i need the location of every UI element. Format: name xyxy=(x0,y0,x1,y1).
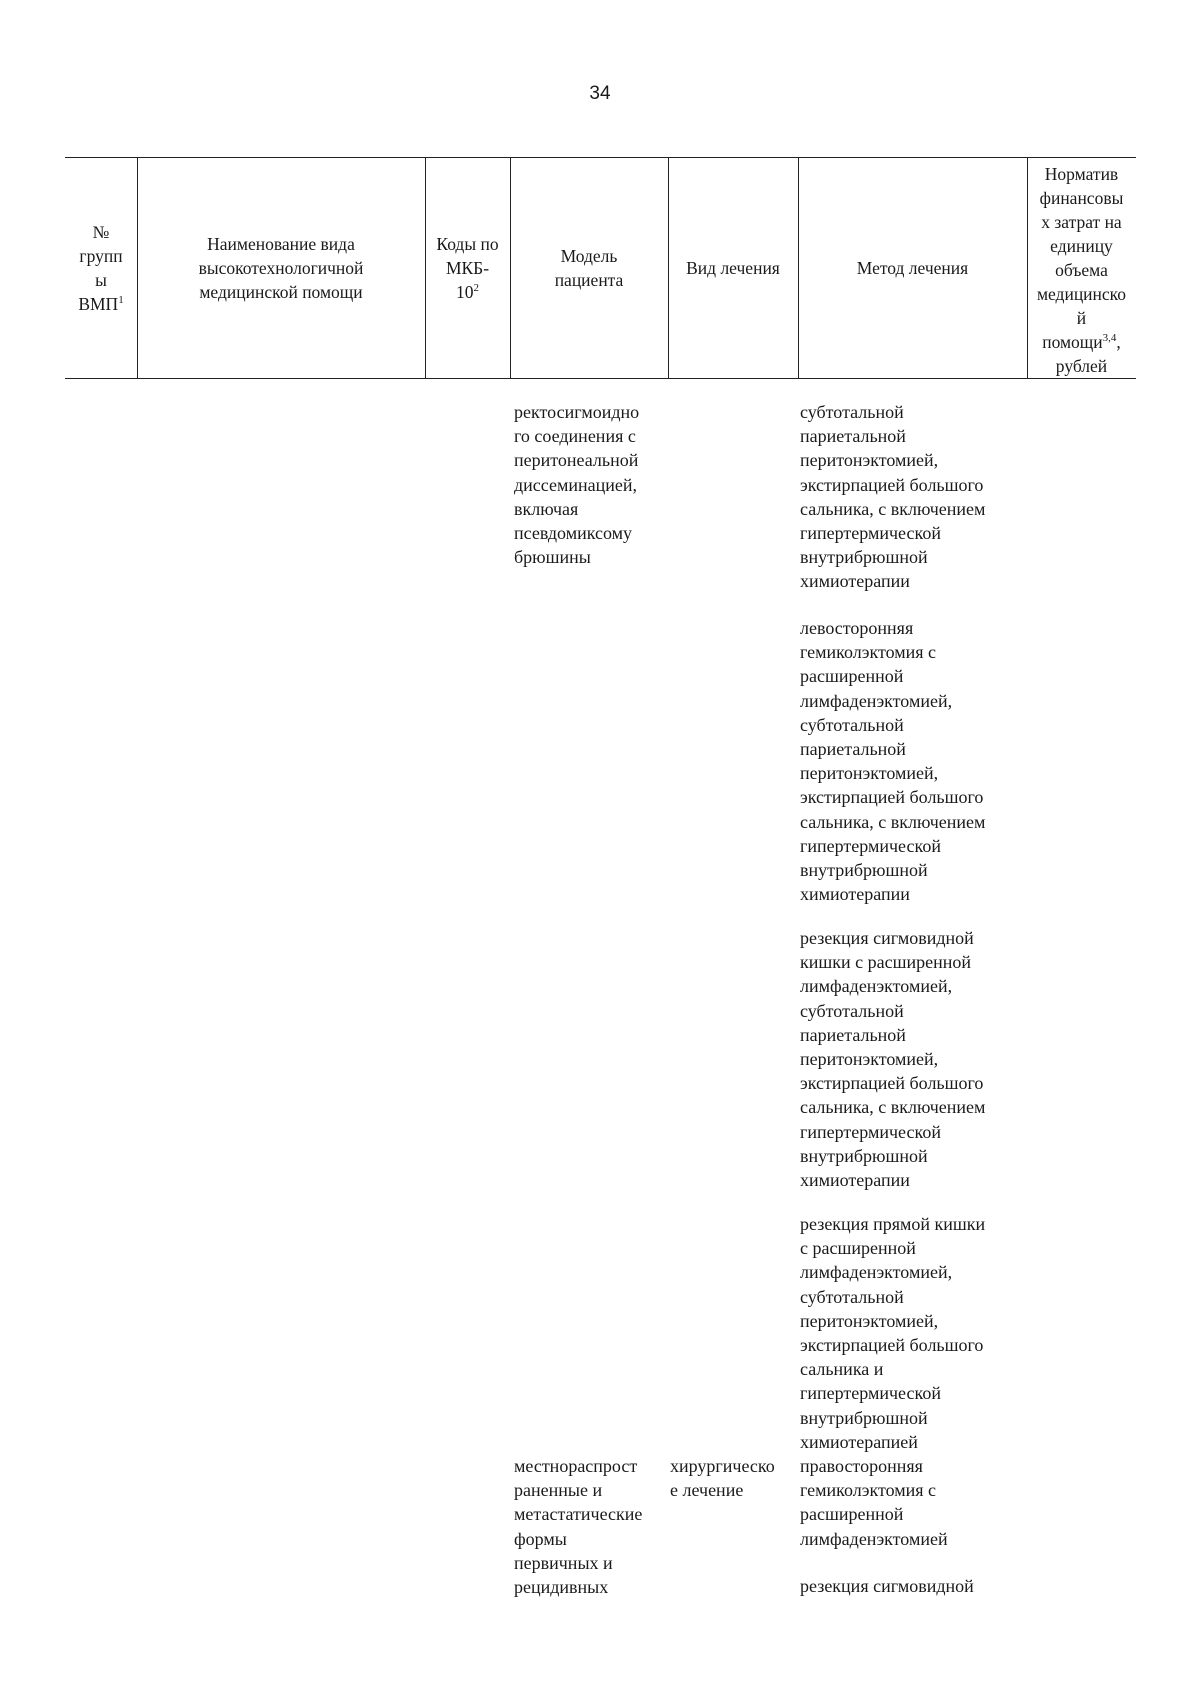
treatment-method-text: правосторонняя гемиколэктомия с расширенной лимфаденэктомией xyxy=(800,1456,948,1549)
treatment-method-text: левосторонняя гемиколэктомия с расширенной лимфаденэктомией, субтотальной париетальной перитонэктомией, экстирпацией большого сальника, с включением гипертермической внутрибрюшной химиотерапии xyxy=(800,618,986,905)
table-header xyxy=(65,157,1136,379)
header-icd-codes: Коды по МКБ- $10^2$ xyxy=(436,234,499,302)
treatment-type-text: хирургическо е лечение xyxy=(670,1456,775,1501)
header-care-type-name: Наименование вида высокотехнологичной медицинской помощи xyxy=(198,234,364,302)
page-number: 34 xyxy=(589,83,611,104)
header-treatment-method: Метод лечения xyxy=(856,258,969,278)
treatment-method-text: субтотальной париетальной перитонэктомией, экстирпацией большого сальника, с включением гипертермической внутрибрюшной химиотерапии xyxy=(800,402,986,592)
header-patient-model: Модель пациента xyxy=(554,246,624,290)
treatment-method-text: резекция сигмовидной xyxy=(800,1576,974,1596)
treatment-method-text: резекция сигмовидной кишки с расширенной лимфаденэктомией, субтотальной париетальной перитонэктомией, экстирпацией большого сальника, с включением гипертермической внутрибрюшной химиотерапии xyxy=(800,928,986,1191)
header-group-number: № групп ы ВМП$^1$ xyxy=(78,222,124,314)
header-financial-norm: Норматив финансовы х затрат на единицу объема медицинско й помощи$^{3,4}$, рублей xyxy=(1036,164,1127,376)
treatment-method-text: резекция прямой кишки с расширенной лимфаденэктомией, субтотальной перитонэктомией, экстирпацией большого сальника и гипертермической внутрибрюшной химиотерапией xyxy=(800,1214,986,1452)
patient-model-text: местнораспрост раненные и метастатические формы первичных и рецидивных xyxy=(514,1456,643,1598)
header-treatment-type: Вид лечения xyxy=(686,258,780,278)
patient-model-text: ректосигмоидно го соединения с перитонеальной диссеминацией, включая псевдомиксому брюшины xyxy=(514,402,640,568)
